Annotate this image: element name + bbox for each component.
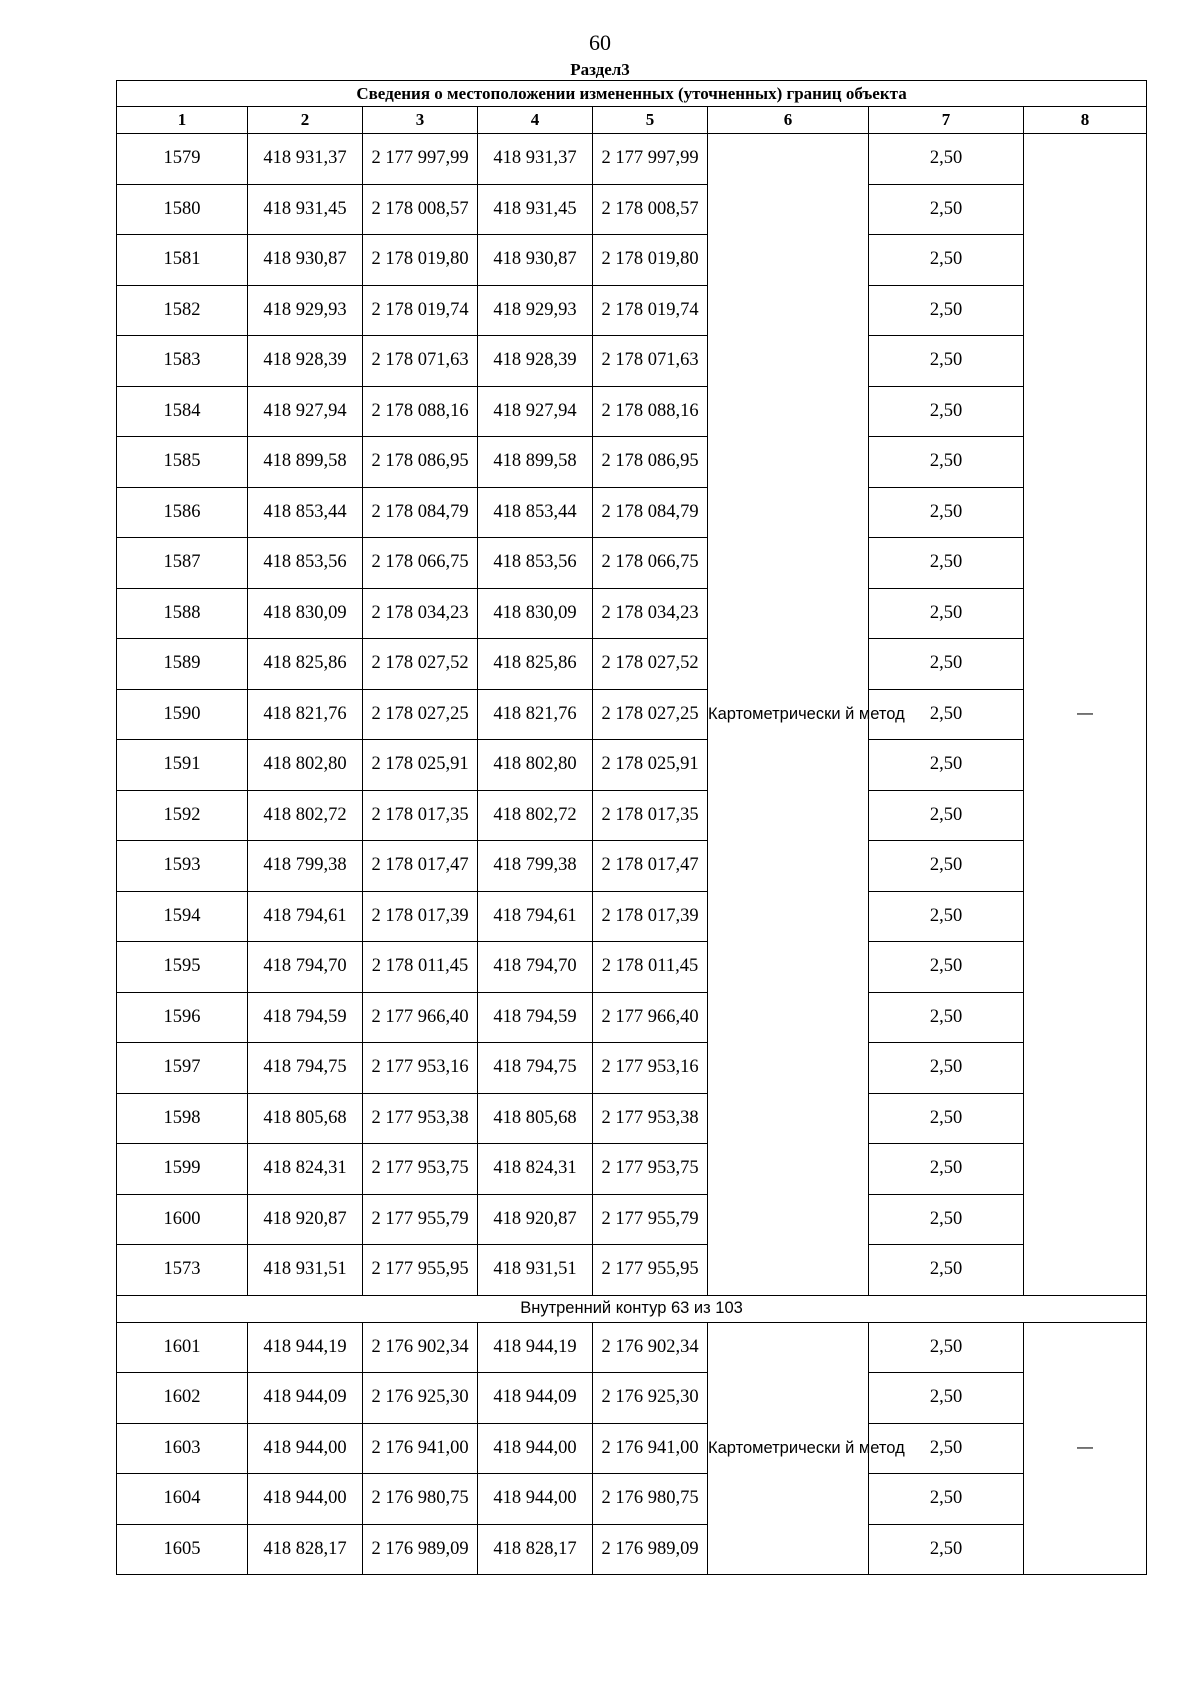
table-row (117, 285, 1147, 336)
point-number-cell: 1591 (117, 740, 248, 791)
column-number-row (117, 107, 1147, 134)
point-number-cell: 1593 (117, 841, 248, 892)
x-new-cell: 418 929,93 (478, 285, 593, 336)
x-old-cell: 418 853,56 (248, 538, 363, 589)
point-number-cell: 1583 (117, 336, 248, 387)
y-new-cell: 2 178 066,75 (593, 538, 708, 589)
table-row (117, 1373, 1147, 1424)
point-number-cell: 1580 (117, 184, 248, 235)
point-number-cell: 1585 (117, 437, 248, 488)
x-new-cell: 418 920,87 (478, 1194, 593, 1245)
table-row (117, 1474, 1147, 1525)
precision-cell: 2,50 (869, 740, 1024, 791)
y-old-cell: 2 178 017,39 (363, 891, 478, 942)
method-cell: Картометрически й метод (708, 1322, 869, 1575)
x-new-cell: 418 794,75 (478, 1043, 593, 1094)
y-new-cell: 2 178 017,39 (593, 891, 708, 942)
table-row (117, 740, 1147, 791)
precision-cell: 2,50 (869, 891, 1024, 942)
point-number-cell: 1581 (117, 235, 248, 286)
x-new-cell: 418 931,51 (478, 1245, 593, 1296)
x-new-cell: 418 794,70 (478, 942, 593, 993)
table-title: Сведения о местоположении измененных (уточненных) границ объекта (117, 81, 1147, 107)
precision-cell: 2,50 (869, 689, 1024, 740)
precision-cell: 2,50 (869, 1144, 1024, 1195)
x-old-cell: 418 799,38 (248, 841, 363, 892)
y-old-cell: 2 178 034,23 (363, 588, 478, 639)
table-row (117, 1245, 1147, 1296)
x-new-cell: 418 944,09 (478, 1373, 593, 1424)
precision-cell: 2,50 (869, 134, 1024, 185)
point-number-cell: 1603 (117, 1423, 248, 1474)
point-number-cell: 1584 (117, 386, 248, 437)
x-old-cell: 418 821,76 (248, 689, 363, 740)
y-old-cell: 2 178 088,16 (363, 386, 478, 437)
y-old-cell: 2 178 086,95 (363, 437, 478, 488)
table-row (117, 1043, 1147, 1094)
column-number: 2 (248, 107, 363, 134)
x-old-cell: 418 825,86 (248, 639, 363, 690)
x-old-cell: 418 931,37 (248, 134, 363, 185)
y-new-cell: 2 178 071,63 (593, 336, 708, 387)
x-old-cell: 418 794,59 (248, 992, 363, 1043)
point-number-cell: 1590 (117, 689, 248, 740)
point-number-cell: 1602 (117, 1373, 248, 1424)
x-old-cell: 418 805,68 (248, 1093, 363, 1144)
table-row (117, 588, 1147, 639)
x-old-cell: 418 928,39 (248, 336, 363, 387)
point-number-cell: 1586 (117, 487, 248, 538)
x-new-cell: 418 825,86 (478, 639, 593, 690)
precision-cell: 2,50 (869, 1194, 1024, 1245)
x-old-cell: 418 930,87 (248, 235, 363, 286)
column-number: 4 (478, 107, 593, 134)
y-old-cell: 2 177 955,79 (363, 1194, 478, 1245)
y-old-cell: 2 178 066,75 (363, 538, 478, 589)
table-row (117, 235, 1147, 286)
contour-heading-row (117, 1295, 1147, 1322)
y-new-cell: 2 178 088,16 (593, 386, 708, 437)
x-old-cell: 418 929,93 (248, 285, 363, 336)
x-new-cell: 418 824,31 (478, 1144, 593, 1195)
y-old-cell: 2 178 027,52 (363, 639, 478, 690)
x-old-cell: 418 944,19 (248, 1322, 363, 1373)
x-old-cell: 418 944,00 (248, 1423, 363, 1474)
column-number: 8 (1024, 107, 1147, 134)
point-number-cell: 1588 (117, 588, 248, 639)
table-row (117, 386, 1147, 437)
column-8-cell: — (1024, 1322, 1147, 1575)
point-number-cell: 1587 (117, 538, 248, 589)
table-row (117, 891, 1147, 942)
x-new-cell: 418 944,00 (478, 1423, 593, 1474)
y-new-cell: 2 178 027,25 (593, 689, 708, 740)
precision-cell: 2,50 (869, 1322, 1024, 1373)
y-old-cell: 2 178 019,74 (363, 285, 478, 336)
x-new-cell: 418 899,58 (478, 437, 593, 488)
precision-cell: 2,50 (869, 285, 1024, 336)
point-number-cell: 1600 (117, 1194, 248, 1245)
y-new-cell: 2 178 027,52 (593, 639, 708, 690)
x-new-cell: 418 802,80 (478, 740, 593, 791)
table-row (117, 538, 1147, 589)
x-old-cell: 418 824,31 (248, 1144, 363, 1195)
point-number-cell: 1598 (117, 1093, 248, 1144)
precision-cell: 2,50 (869, 841, 1024, 892)
y-new-cell: 2 178 011,45 (593, 942, 708, 993)
precision-cell: 2,50 (869, 184, 1024, 235)
y-new-cell: 2 176 902,34 (593, 1322, 708, 1373)
x-new-cell: 418 927,94 (478, 386, 593, 437)
section-label: Раздел3 (570, 60, 630, 79)
y-new-cell: 2 178 017,35 (593, 790, 708, 841)
precision-cell: 2,50 (869, 942, 1024, 993)
y-new-cell: 2 176 941,00 (593, 1423, 708, 1474)
x-new-cell: 418 930,87 (478, 235, 593, 286)
precision-cell: 2,50 (869, 1043, 1024, 1094)
x-new-cell: 418 853,44 (478, 487, 593, 538)
x-new-cell: 418 802,72 (478, 790, 593, 841)
page-number: 60 (589, 30, 611, 55)
x-new-cell: 418 799,38 (478, 841, 593, 892)
column-number: 1 (117, 107, 248, 134)
point-number-cell: 1605 (117, 1524, 248, 1575)
point-number-cell: 1596 (117, 992, 248, 1043)
y-new-cell: 2 176 980,75 (593, 1474, 708, 1525)
y-old-cell: 2 178 008,57 (363, 184, 478, 235)
column-number: 6 (708, 107, 869, 134)
precision-cell: 2,50 (869, 1245, 1024, 1296)
y-old-cell: 2 177 955,95 (363, 1245, 478, 1296)
precision-cell: 2,50 (869, 437, 1024, 488)
precision-cell: 2,50 (869, 1423, 1024, 1474)
table-row (117, 1093, 1147, 1144)
y-new-cell: 2 176 989,09 (593, 1524, 708, 1575)
precision-cell: 2,50 (869, 992, 1024, 1043)
column-number: 7 (869, 107, 1024, 134)
y-old-cell: 2 178 084,79 (363, 487, 478, 538)
point-number-cell: 1589 (117, 639, 248, 690)
x-new-cell: 418 931,37 (478, 134, 593, 185)
x-old-cell: 418 944,09 (248, 1373, 363, 1424)
y-old-cell: 2 178 011,45 (363, 942, 478, 993)
point-number-cell: 1595 (117, 942, 248, 993)
table-row (117, 437, 1147, 488)
x-new-cell: 418 853,56 (478, 538, 593, 589)
x-new-cell: 418 830,09 (478, 588, 593, 639)
y-old-cell: 2 176 902,34 (363, 1322, 478, 1373)
table-row (117, 1322, 1147, 1373)
precision-cell: 2,50 (869, 639, 1024, 690)
table-row (117, 639, 1147, 690)
precision-cell: 2,50 (869, 487, 1024, 538)
point-number-cell: 1597 (117, 1043, 248, 1094)
table-row (117, 1194, 1147, 1245)
precision-cell: 2,50 (869, 790, 1024, 841)
table-body (117, 134, 1147, 1575)
precision-cell: 2,50 (869, 588, 1024, 639)
x-old-cell: 418 899,58 (248, 437, 363, 488)
y-new-cell: 2 178 008,57 (593, 184, 708, 235)
y-new-cell: 2 178 019,80 (593, 235, 708, 286)
x-old-cell: 418 853,44 (248, 487, 363, 538)
table-row (117, 790, 1147, 841)
y-old-cell: 2 178 019,80 (363, 235, 478, 286)
y-new-cell: 2 176 925,30 (593, 1373, 708, 1424)
x-new-cell: 418 828,17 (478, 1524, 593, 1575)
y-new-cell: 2 178 019,74 (593, 285, 708, 336)
y-new-cell: 2 177 955,79 (593, 1194, 708, 1245)
y-old-cell: 2 177 953,75 (363, 1144, 478, 1195)
y-new-cell: 2 178 034,23 (593, 588, 708, 639)
table-row (117, 1524, 1147, 1575)
y-new-cell: 2 178 025,91 (593, 740, 708, 791)
x-old-cell: 418 794,61 (248, 891, 363, 942)
y-old-cell: 2 177 953,38 (363, 1093, 478, 1144)
y-new-cell: 2 177 953,38 (593, 1093, 708, 1144)
x-old-cell: 418 920,87 (248, 1194, 363, 1245)
table-row (117, 841, 1147, 892)
y-new-cell: 2 177 997,99 (593, 134, 708, 185)
x-old-cell: 418 927,94 (248, 386, 363, 437)
y-old-cell: 2 177 953,16 (363, 1043, 478, 1094)
x-old-cell: 418 802,80 (248, 740, 363, 791)
point-number-cell: 1592 (117, 790, 248, 841)
y-new-cell: 2 177 953,16 (593, 1043, 708, 1094)
point-number-cell: 1579 (117, 134, 248, 185)
precision-cell: 2,50 (869, 235, 1024, 286)
point-number-cell: 1582 (117, 285, 248, 336)
x-old-cell: 418 794,70 (248, 942, 363, 993)
y-new-cell: 2 178 084,79 (593, 487, 708, 538)
y-old-cell: 2 176 925,30 (363, 1373, 478, 1424)
table-row (117, 689, 1147, 740)
point-number-cell: 1594 (117, 891, 248, 942)
y-old-cell: 2 178 017,35 (363, 790, 478, 841)
precision-cell: 2,50 (869, 1524, 1024, 1575)
x-old-cell: 418 794,75 (248, 1043, 363, 1094)
table-row (117, 942, 1147, 993)
y-old-cell: 2 177 997,99 (363, 134, 478, 185)
x-old-cell: 418 830,09 (248, 588, 363, 639)
table-row (117, 992, 1147, 1043)
x-new-cell: 418 944,19 (478, 1322, 593, 1373)
y-new-cell: 2 178 086,95 (593, 437, 708, 488)
x-new-cell: 418 928,39 (478, 336, 593, 387)
y-old-cell: 2 176 989,09 (363, 1524, 478, 1575)
point-number-cell: 1573 (117, 1245, 248, 1296)
coordinates-table (116, 80, 1147, 1575)
x-old-cell: 418 931,51 (248, 1245, 363, 1296)
x-old-cell: 418 931,45 (248, 184, 363, 235)
y-old-cell: 2 176 980,75 (363, 1474, 478, 1525)
y-new-cell: 2 178 017,47 (593, 841, 708, 892)
x-old-cell: 418 828,17 (248, 1524, 363, 1575)
table-row (117, 487, 1147, 538)
y-new-cell: 2 177 966,40 (593, 992, 708, 1043)
y-old-cell: 2 178 071,63 (363, 336, 478, 387)
precision-cell: 2,50 (869, 336, 1024, 387)
table-row (117, 336, 1147, 387)
point-number-cell: 1604 (117, 1474, 248, 1525)
column-number: 3 (363, 107, 478, 134)
precision-cell: 2,50 (869, 386, 1024, 437)
x-new-cell: 418 794,61 (478, 891, 593, 942)
point-number-cell: 1601 (117, 1322, 248, 1373)
precision-cell: 2,50 (869, 538, 1024, 589)
point-number-cell: 1599 (117, 1144, 248, 1195)
table-row (117, 1423, 1147, 1474)
x-new-cell: 418 821,76 (478, 689, 593, 740)
y-new-cell: 2 177 955,95 (593, 1245, 708, 1296)
y-old-cell: 2 178 017,47 (363, 841, 478, 892)
table-row (117, 1144, 1147, 1195)
table-row (117, 134, 1147, 185)
y-old-cell: 2 178 025,91 (363, 740, 478, 791)
y-old-cell: 2 176 941,00 (363, 1423, 478, 1474)
x-new-cell: 418 931,45 (478, 184, 593, 235)
table-row (117, 184, 1147, 235)
precision-cell: 2,50 (869, 1093, 1024, 1144)
y-new-cell: 2 177 953,75 (593, 1144, 708, 1195)
contour-heading: Внутренний контур 63 из 103 (117, 1295, 1147, 1322)
y-old-cell: 2 177 966,40 (363, 992, 478, 1043)
x-new-cell: 418 944,00 (478, 1474, 593, 1525)
column-number: 5 (593, 107, 708, 134)
x-old-cell: 418 944,00 (248, 1474, 363, 1525)
x-new-cell: 418 805,68 (478, 1093, 593, 1144)
column-8-cell: — (1024, 134, 1147, 1296)
x-new-cell: 418 794,59 (478, 992, 593, 1043)
precision-cell: 2,50 (869, 1373, 1024, 1424)
x-old-cell: 418 802,72 (248, 790, 363, 841)
y-old-cell: 2 178 027,25 (363, 689, 478, 740)
precision-cell: 2,50 (869, 1474, 1024, 1525)
method-cell: Картометрически й метод (708, 134, 869, 1296)
